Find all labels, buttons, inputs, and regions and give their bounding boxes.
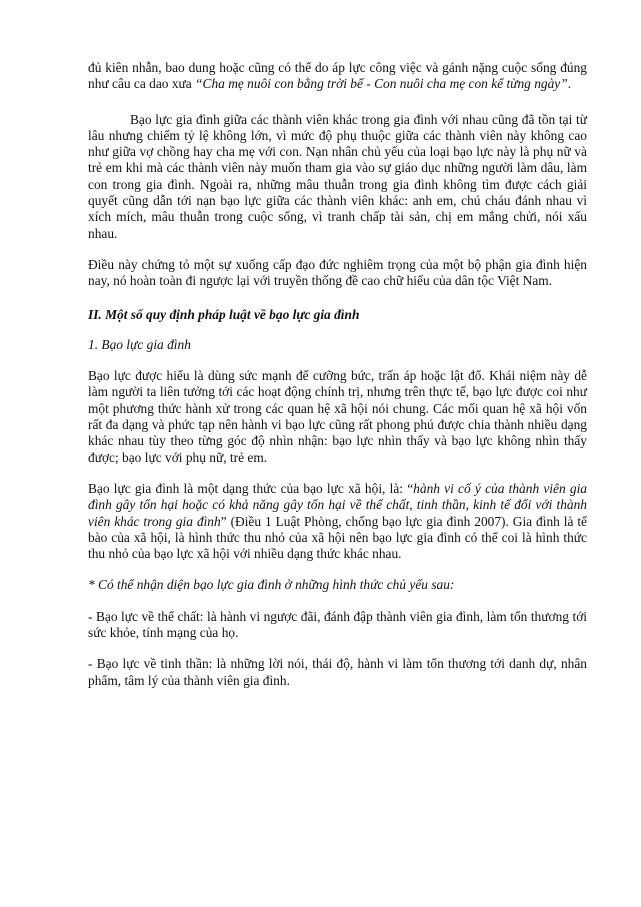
subsection-heading-domestic-violence: 1. Bạo lực gia đình [88, 336, 191, 352]
paragraph-other-members-violence: Bạo lực gia đình giữa các thành viên khác trong gia đình với nhau cũng đã tồn tại từ lâu nhưng chiếm tỷ lệ không lớn, vì mức độ phụ thuộc giữa các thành viên này không cao như giữa vợ chồng hay cha mẹ với con. Nạn nhân chủ yếu của loại bạo lực này là phụ nữ và trẻ em khi mà các thành viên này muốn tham gia vào sự giáo dục những người làm dâu, làm con trong gia đình. Ngoài ra, những mâu thuẫn trong gia đình không tìm được cách giải quyết cũng dẫn tới nạn bạo lực giữa các thành viên khác: anh em, chú cháu đánh nhau vì xích mích, mâu thuẫn trong cuộc sống, vì tranh chấp tài sản, chị em mắng chửi, nói xấu nhau. [88, 111, 587, 241]
bullet-physical-violence: - Bạo lực về thể chất: là hành vi ngược đãi, đánh đập thành viên gia đình, làm tổn thương tới sức khỏe, tính mạng của họ. [88, 608, 587, 641]
paragraph-moral-decline: Điều này chứng tỏ một sự xuống cấp đạo đức nghiêm trọng của một bộ phận gia đình hiện nay, nó hoàn toàn đi ngược lại với truyền thống đề cao chữ hiếu của dân tộc Việt Nam. [88, 256, 587, 289]
paragraph-violence-definition: Bạo lực được hiểu là dùng sức mạnh để cưỡng bức, trấn áp hoặc lật đổ. Khái niệm này dễ làm người ta liên tưởng tới các hoạt động chính trị, nhưng trên thực tế, bạo lực được coi như một phương thức hành xử trong các quan hệ xã hội nói chung. Các mối quan hệ xã hội vốn rất đa dạng và phức tạp nên hành vi bạo lực cũng rất phong phú được chia thành nhiều dạng khác nhau tùy theo từng góc độ nhìn nhận: bạo lực nhìn thấy và bạo lực không nhìn thấy được; bạo lực với phụ nữ, trẻ em. [88, 368, 587, 465]
law-quote: hành vi cố ý của thành viên gia đình gây tổn hại hoặc có khả năng gây tổn hại về thể chất, tinh thần, kinh tế đối với thành viên khác trong gia đình [88, 480, 587, 529]
bullet-mental-violence: - Bạo lực về tinh thần: là những lời nói, thái độ, hành vi làm tổn thương tới danh dự, nhân phẩm, tâm lý của thành viên gia đình. [88, 656, 587, 688]
section-heading-legal-provisions: II. Một số quy định pháp luật về bạo lực gia đình [88, 306, 360, 322]
forms-intro-note: * Có thể nhận diện bạo lực gia đình ở những hình thức chủ yếu sau: [88, 577, 455, 593]
paragraph-domestic-violence-definition: Bạo lực gia đình là một dạng thức của bạo lực xã hội, là: “hành vi cố ý của thành viên gia đình gây tổn hại hoặc có khả năng gây tổn hại về thể chất, tinh thần, kinh tế đối với thành viên khác trong gia đình” (Điều 1 Luật Phòng, chống bạo lực gia đình 2007). Gia đình là tế bào của xã hội, là hình thức thu nhỏ của xã hội nên bạo lực gia đình có thể coi là hình thức thu nhỏ của bạo lực xã hội với nhiều dạng thức khác nhau. [88, 480, 587, 562]
paragraph-continuation: đủ kiên nhẫn, bao dung hoặc cũng có thể do áp lực công việc và gánh nặng cuộc sống đúng như câu ca dao xưa “Cha mẹ nuôi con bằng trời bể - Con nuôi cha mẹ con kể từng ngày”. [88, 60, 587, 92]
folk-verse-quote: “Cha mẹ nuôi con bằng trời bể - Con nuôi cha mẹ con kể từng ngày” [195, 76, 568, 92]
